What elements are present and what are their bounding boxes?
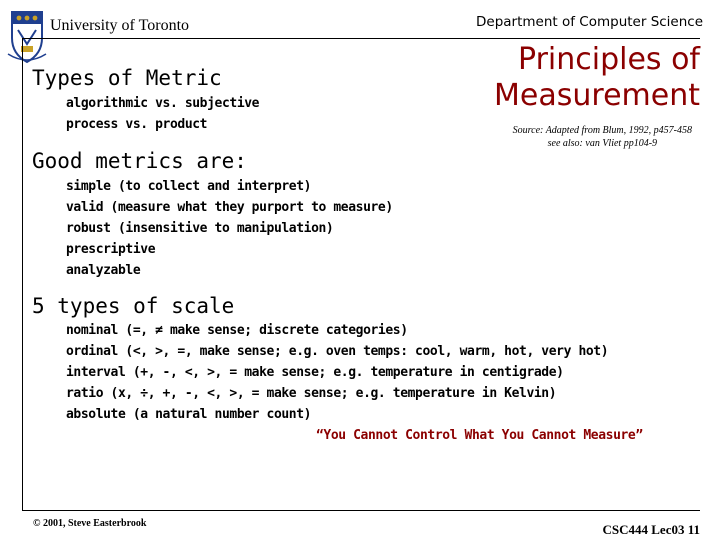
section-list: [66, 176, 393, 281]
source-line: Source: Adapted from Blum, 1992, p457-458: [512, 125, 692, 136]
slide-title: [494, 42, 700, 114]
slide-number: CSC444 Lec03 11: [602, 522, 700, 537]
footer-divider: [22, 510, 700, 511]
source-citation: [513, 124, 692, 150]
department-name: Department of Computer Science: [476, 14, 704, 30]
section-heading: Types of Metric: [32, 66, 222, 90]
slide-title-line: Principles of: [518, 42, 700, 77]
section-heading: 5 types of scale: [32, 294, 235, 318]
list-item: robust (insensitive to manipulation): [66, 221, 334, 236]
section-list: [66, 320, 608, 425]
list-item: interval (+, -, <, >, = make sense; e.g. temperature in centigrade): [66, 365, 564, 380]
list-item: ratio (x, ÷, +, -, <, >, = make sense; e.g. temperature in Kelvin): [66, 386, 557, 401]
section-heading: Good metrics are:: [32, 149, 247, 173]
list-item: absolute (a natural number count): [66, 407, 312, 422]
left-margin-rule: [22, 38, 23, 510]
list-item: prescriptive: [66, 242, 156, 257]
slide-title-line: Measurement: [494, 78, 700, 113]
source-line: see also: van Vliet pp104-9: [547, 138, 658, 149]
list-item: valid (measure what they purport to measure): [66, 200, 393, 215]
list-item: process vs. product: [66, 117, 208, 132]
list-item: analyzable: [66, 263, 141, 278]
header-divider: [22, 38, 700, 39]
list-item: algorithmic vs. subjective: [66, 96, 260, 111]
list-item: ordinal (<, >, =, make sense; e.g. oven temps: cool, warm, hot, very hot): [66, 344, 609, 359]
list-item: nominal (=, ≠ make sense; discrete categories): [66, 323, 408, 338]
section-list: [66, 93, 259, 135]
institution-name: University of Toronto: [50, 17, 190, 34]
list-item: simple (to collect and interpret): [66, 179, 312, 194]
university-crest-icon: [6, 8, 48, 66]
quote: “You Cannot Control What You Cannot Measure”: [316, 428, 643, 443]
copyright-notice: © 2001, Steve Easterbrook: [33, 518, 147, 529]
